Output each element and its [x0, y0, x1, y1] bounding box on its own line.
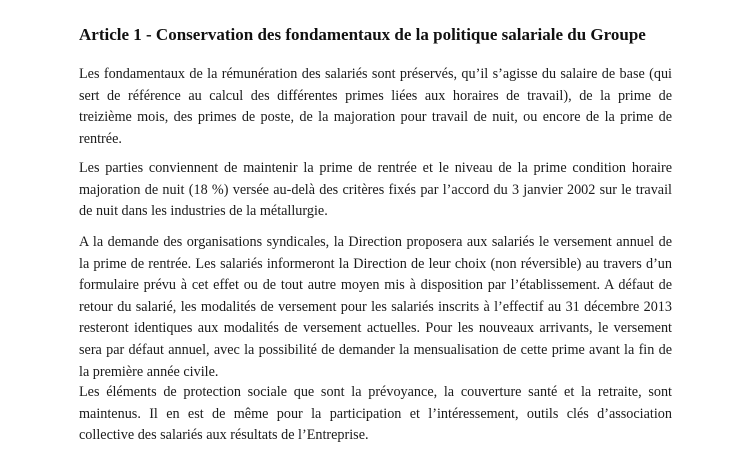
paragraph-line: A la demande des organisations syndicales, la Direction proposera aux salariés le versement annuel de	[79, 234, 672, 250]
paragraph-line: maintenus. Il en est de même pour la participation et l’intéressement, outils clés d’association	[79, 405, 672, 422]
paragraph-annual-payment	[79, 232, 672, 383]
paragraph-remuneration-fundamentals	[79, 64, 672, 150]
paragraph-line: formulaire prévu à cet effet ou de tout autre moyen mis à disposition par l’établissement. A défaut de	[79, 277, 672, 294]
paragraph-line: de nuit dans les industries de la métallurgie.	[79, 203, 328, 220]
paragraph-line: sera par défaut annuel, avec la possibilité de demander la mensualisation de cette prime avant la fin de	[79, 341, 672, 358]
paragraph-social-protection	[79, 382, 672, 447]
paragraph-line: treizième mois, des primes de poste, de la majoration pour travail de nuit, ou encore de la prime de	[79, 109, 672, 126]
paragraph-line: la prime de rentrée. Les salariés informeront la Direction de leur choix (non réversible) au travers d’un	[79, 255, 672, 272]
paragraph-line: majoration de nuit (18 %) versée au-delà des critères fixés par l’accord du 3 janvier 2002 sur le travail	[79, 181, 672, 198]
paragraph-line: resteront identiques aux modalités de versement actuelles. Pour les nouveaux arrivants, le versement	[79, 320, 672, 337]
paragraph-line: la première année civile.	[79, 363, 219, 380]
paragraph-line: rentrée.	[79, 130, 122, 147]
paragraph-night-premium	[79, 158, 672, 223]
article-title: Article 1 - Conservation des fondamentaux de la politique salariale du Groupe	[79, 25, 646, 44]
paragraph-line: collective des salariés aux résultats de l’Entreprise.	[79, 427, 369, 444]
paragraph-line: sert de référence au calcul des différentes primes liées aux horaires de travail), de la prime de	[79, 87, 672, 104]
paragraph-line: Les parties conviennent de maintenir la prime de rentrée et le niveau de la prime condition horaire	[79, 160, 672, 176]
paragraph-line: Les éléments de protection sociale que sont la prévoyance, la couverture santé et la retraite, sont	[79, 384, 672, 400]
paragraph-line: retour du salarié, les modalités de versement pour les salariés inscrits à l’effectif au 31 décembre 2013	[79, 298, 672, 315]
paragraph-line: Les fondamentaux de la rémunération des salariés sont préservés, qu’il s’agisse du salaire de base (qui	[79, 66, 672, 82]
